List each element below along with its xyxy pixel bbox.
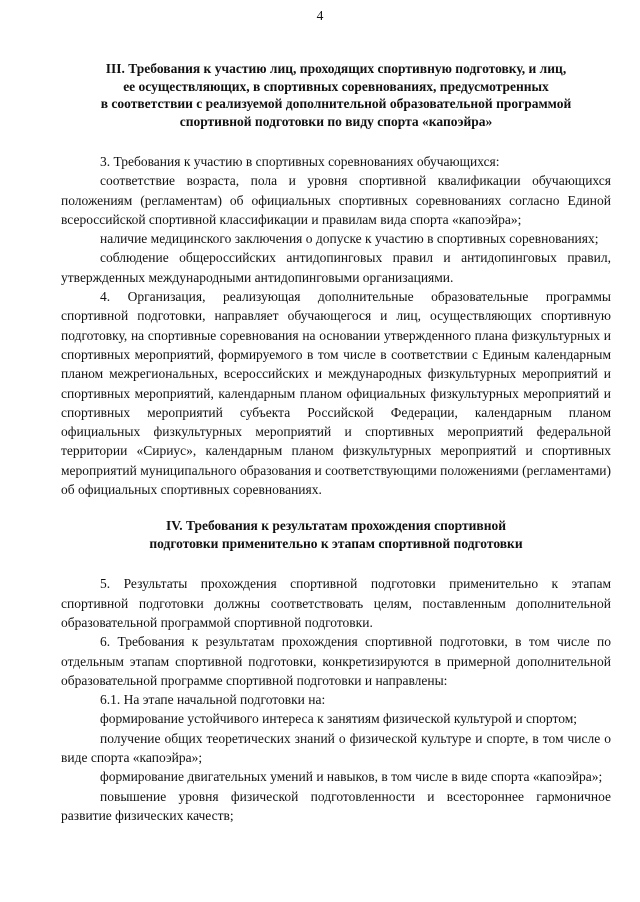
- paragraph-6: 6. Требования к результатам прохождения спортивной подготовки, в том числе по отдельным этапам спортивной подготовки, конкретизируются в примерной дополнительной образовательной программе спортивной подготовки и направлены:: [61, 634, 611, 688]
- paragraph-4: 4. Организация, реализующая дополнительные образовательные программы спортивной подготовки, направляет обучающегося и лиц, осуществляющих спортивную подготовку, на спортивные соревнования на основании утвержденного плана физкультурных и спортивных мероприятий, формируемого в том числе в соответствии с Единым календарным планом межрегиональных, всероссийских и международных физкультурных мероприятий и спортивных мероприятий, календарным планом официальных физкультурных мероприятий и спортивных мероприятий субъекта Российской Федерации, календарным планом официальных физкультурных мероприятий и спортивных мероприятий федеральной территории «Сириус», календарным планом физкультурных мероприятий и спортивных мероприятий муниципального образования и соответствующими положениями (регламентами) об официальных спортивных соревнованиях.: [61, 289, 611, 498]
- section-3-heading-line: III. Требования к участию лиц, проходящих спортивную подготовку, и лиц,: [105, 61, 567, 76]
- section-3-heading-line: ее осуществляющих, в спортивных соревнованиях, предусмотренных: [123, 78, 549, 94]
- section-3-heading-line: в соответствии с реализуемой дополнительной образовательной программой: [100, 96, 572, 111]
- section-3-body: [61, 152, 611, 499]
- page-number: 4: [316, 8, 324, 23]
- section-4-body: [61, 574, 611, 825]
- paragraph-6-1-item-knowledge: получение общих теоретических знаний о физической культуре и спорте, в том числе о виде спорта «капоэйра»;: [61, 730, 611, 766]
- paragraph-6-1: 6.1. На этапе начальной подготовки на:: [100, 692, 326, 708]
- paragraph-6-1-item-skills: формирование двигательных умений и навыков, в том числе в виде спорта «капоэйра»;: [100, 769, 603, 785]
- paragraph-3-item-medical: наличие медицинского заключения о допуске к участию в спортивных соревнованиях;: [100, 231, 599, 247]
- paragraph-3-item-age: соответствие возраста, пола и уровня спортивной квалификации обучающихся положениям (регламентам) об официальных спортивных соревнованиях согласно Единой всероссийской спортивной классификации и правилам вида спорта «капоэйра»;: [61, 173, 611, 227]
- section-4-heading-line: подготовки применительно к этапам спортивной подготовки: [149, 535, 523, 551]
- paragraph-3: 3. Требования к участию в спортивных соревнованиях обучающихся:: [100, 154, 500, 169]
- section-3-heading: [61, 60, 611, 130]
- paragraph-6-1-item-interest: формирование устойчивого интереса к занятиям физической культурой и спортом;: [100, 711, 577, 727]
- paragraph-6-1-item-fitness: повышение уровня физической подготовленности и всестороннее гармоничное развитие физических качеств;: [61, 788, 611, 823]
- paragraph-5: 5. Результаты прохождения спортивной подготовки применительно к этапам спортивной подготовки должны соответствовать целям, поставленным дополнительной образовательной программой спортивной подготовки.: [61, 576, 611, 630]
- section-3-heading-line: спортивной подготовки по виду спорта «капоэйра»: [179, 113, 493, 129]
- section-4-heading-line: IV. Требования к результатам прохождения спортивной: [165, 518, 507, 534]
- document-body: [61, 60, 611, 825]
- section-4-heading: [61, 517, 611, 552]
- paragraph-3-item-antidoping: соблюдение общероссийских антидопинговых правил и антидопинговых правил, утвержденных международными антидопинговыми организациями.: [61, 250, 611, 285]
